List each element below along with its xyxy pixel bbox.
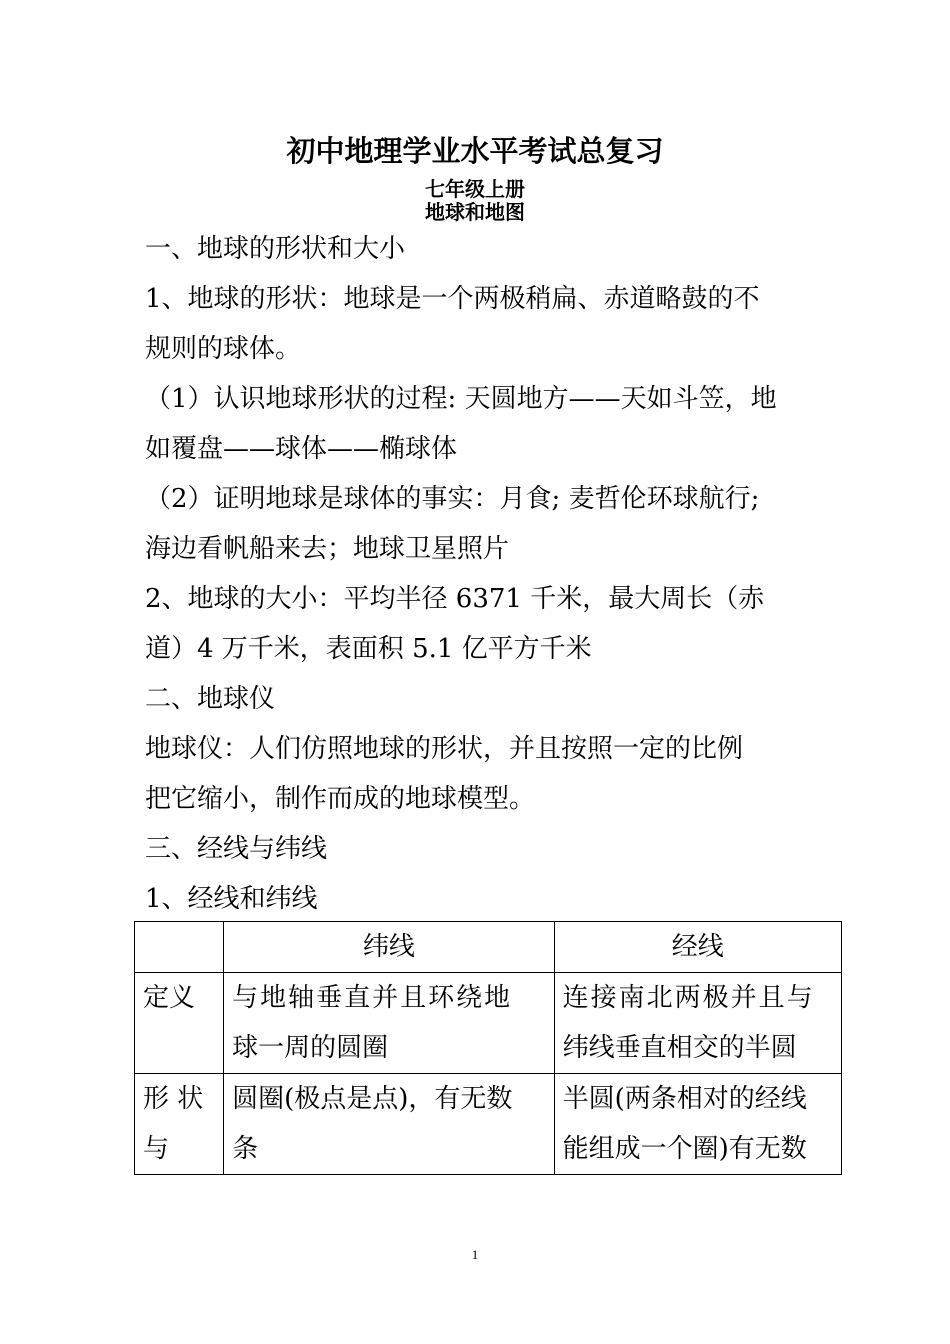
cell-line: 圆圈(极点是点)，有无数: [232, 1084, 513, 1114]
table-header-cell-empty: [135, 922, 224, 973]
longitude-definition-cell: [554, 973, 841, 1074]
earth-shape-line-2: 规则的球体。: [145, 334, 302, 364]
section-1-heading: 一、地球的形状和大小: [145, 234, 406, 264]
page-number: 1: [471, 1247, 479, 1262]
document-body: [145, 224, 815, 924]
table-header-latitude: 纬线: [224, 922, 554, 973]
cell-line: 与地轴垂直并且环绕地: [232, 983, 513, 1013]
row-label-line: 形 状: [143, 1084, 204, 1114]
earth-size-line-1: 2、地球的大小：平均半径 6371 千米，最大周长（赤: [145, 584, 765, 614]
cell-line: 条: [232, 1134, 259, 1164]
section-3-subheading: 1、经线和纬线: [145, 884, 318, 914]
table-row: [135, 973, 842, 1074]
cell-line: 半圆(两条相对的经线: [562, 1084, 807, 1114]
chapter-subtitle: 地球和地图: [425, 200, 525, 224]
cell-line: 纬线垂直相交的半圆: [562, 1033, 797, 1063]
earth-shape-line-1: 1、地球的形状：地球是一个两极稍扁、赤道略鼓的不: [145, 284, 760, 314]
row-label-line: 定义: [143, 983, 196, 1013]
cell-line: 球一周的圆圈: [232, 1033, 389, 1063]
globe-definition-line-2: 把它缩小，制作而成的地球模型。: [145, 784, 536, 814]
row-label-shape: [135, 1074, 224, 1175]
latitude-definition-cell: [224, 973, 554, 1074]
table-row: [135, 1074, 842, 1175]
latitude-longitude-table: [134, 921, 842, 1175]
section-3-heading: 三、经线与纬线: [145, 834, 328, 864]
longitude-shape-cell: [554, 1074, 841, 1175]
sphere-evidence-line-1: （2）证明地球是球体的事实：月食; 麦哲伦环球航行;: [145, 484, 760, 514]
row-label-line: 与: [143, 1134, 170, 1164]
table-header-longitude: 经线: [554, 922, 841, 973]
row-label-definition: [135, 973, 224, 1074]
cell-line: 连接南北两极并且与: [562, 983, 815, 1013]
earth-size-line-2: 道）4 万千米，表面积 5.1 亿平方千米: [145, 634, 592, 664]
grade-subtitle: 七年级上册: [425, 177, 525, 201]
cell-line: 能组成一个圈)有无数: [562, 1134, 807, 1164]
shape-recognition-line-2: 如覆盘——球体——椭球体: [145, 434, 458, 464]
table-header-row: [135, 922, 842, 973]
document-title: 初中地理学业水平考试总复习: [286, 134, 664, 168]
sphere-evidence-line-2: 海边看帆船来去；地球卫星照片: [145, 534, 510, 564]
shape-recognition-line-1: （1）认识地球形状的过程: 天圆地方——天如斗笠，地: [145, 384, 777, 414]
latitude-shape-cell: [224, 1074, 554, 1175]
globe-definition-line-1: 地球仪：人们仿照地球的形状，并且按照一定的比例: [145, 734, 744, 764]
section-2-heading: 二、地球仪: [145, 684, 276, 714]
